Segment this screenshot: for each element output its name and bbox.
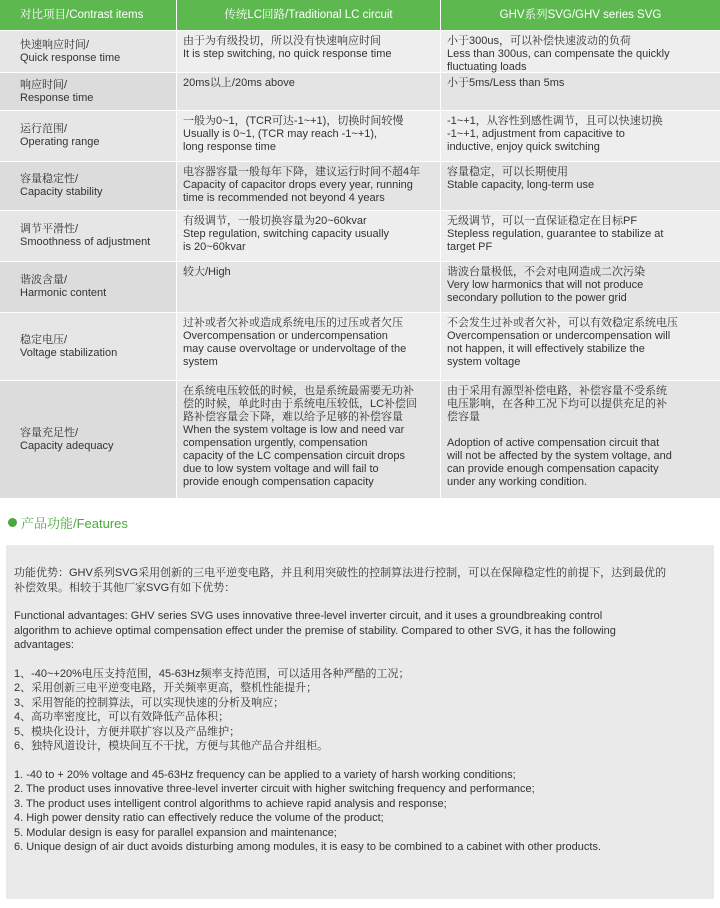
features-text-line: 5、模块化设计，方便并联扩容以及产品维护； [14, 725, 241, 738]
cell-text-line: provide enough compensation capacity [183, 476, 374, 488]
row-svg-cell [440, 262, 720, 312]
features-text-line: 3、采用智能的控制算法，可以实现快速的分析及响应； [14, 696, 285, 709]
cell-text-line: 容量稳定性/ [20, 173, 79, 185]
features-text-line: 4. High power density ratio can effectively reduce the volume of the product; [14, 812, 384, 824]
bullet-dot-icon [8, 518, 17, 527]
cell-text-line: Step regulation, switching capacity usually [183, 228, 390, 240]
table-row [0, 162, 720, 211]
cell-text-line: 较大/High [183, 266, 231, 278]
features-text-line: 补偿效果。相较于其他厂家SVG有如下优势： [14, 581, 236, 594]
cell-text-line: 运行范围/ [20, 123, 68, 135]
header-traditional-lc: 传统LC回路/Traditional LC circuit [176, 0, 440, 30]
cell-text-line: -1~+1, adjustment from capacitive to [447, 128, 625, 140]
features-text-line: 2、采用创新三电平逆变电路，开关频率更高，整机性能提升； [14, 682, 318, 694]
cell-text-line: secondary pollution to the power grid [447, 292, 627, 304]
cell-text-line: system [183, 356, 218, 368]
cell-text-line: is 20~60kvar [183, 241, 246, 253]
cell-text-line: 谐波含量/ [20, 274, 68, 286]
features-intro-en [14, 609, 706, 653]
cell-text-line: Very low harmonics that will not produce [447, 279, 644, 291]
cell-text-line: Operating range [20, 136, 100, 148]
cell-text-line: not happen, it will effectively stabilize the [447, 343, 645, 355]
cell-text-line: 过补或者欠补或造成系统电压的过压或者欠压 [183, 317, 403, 329]
cell-text-line: target PF [447, 241, 493, 253]
cell-text-line: Less than 300us, can compensate the quickly [447, 48, 670, 60]
cell-text-line: Stepless regulation, guarantee to stabilize at [447, 228, 664, 240]
row-svg-cell [440, 313, 720, 380]
cell-text-line: Voltage stabilization [20, 346, 118, 359]
cell-text-line: can provide enough compensation capacity [447, 463, 659, 475]
features-text-line: 功能优势：GHV系列SVG采用创新的三电平逆变电路，并且利用突破性的控制算法进行控制，可以在保障稳定性的前提下，达到最优的 [14, 567, 667, 579]
cell-text-line: Capacity adequacy [20, 439, 114, 452]
cell-text-line: Capacity stability [20, 186, 103, 198]
cell-text-line: 电容器容量一般每年下降，建议运行时间不超4年 [183, 166, 421, 178]
row-svg-cell [440, 211, 720, 261]
features-heading [8, 513, 128, 532]
row-lc-cell [176, 31, 440, 72]
cell-text-line [447, 424, 714, 437]
cell-text-line: 谐波台量极低，不会对电网造成二次污染 [447, 266, 645, 278]
row-lc-cell [176, 211, 440, 261]
cell-text-line: 有级调节，一般切换容量为20~60kvar [183, 215, 367, 227]
cell-text-line: fluctuating loads [447, 61, 527, 73]
table-row [0, 381, 720, 499]
table-row [0, 31, 720, 73]
features-text-line: 3. The product uses intelligent control algorithms to achieve rapid analysis and response; [14, 797, 447, 810]
cell-text-line: It is step switching, no quick response time [183, 48, 392, 60]
features-text-line: algorithm to achieve optimal compensation effect under the premise of stability. Compared to other SVG, it has the following [14, 624, 616, 637]
cell-text-line: Quick response time [20, 51, 121, 64]
cell-text-line: under any working condition. [447, 476, 588, 488]
cell-text-line: 20ms以上/20ms above [183, 77, 295, 89]
row-lc-cell [176, 111, 440, 161]
cell-text-line: 偿容量 [447, 411, 480, 423]
cell-text-line: system voltage [447, 356, 521, 368]
cell-text-line: 一般为0~1，(TCR可达-1~+1)，切换时间较慢 [183, 115, 404, 127]
row-lc-cell [176, 162, 440, 210]
cell-text-line: 路补偿容量会下降，难以给予足够的补偿容量 [183, 411, 403, 423]
row-item-cell [0, 73, 176, 110]
cell-text-line: 在系统电压较低的时候，也是系统最需要无功补 [183, 385, 414, 397]
features-title: 产品功能/Features [21, 516, 128, 531]
cell-text-line: 稳定电压/ [20, 333, 68, 346]
features-intro-cn [14, 566, 706, 595]
cell-text-line: 偿的时候，单此时由于系统电压较低，LC补偿回 [183, 398, 418, 410]
cell-text-line: long response time [183, 141, 276, 153]
row-item-cell [0, 31, 176, 72]
table-header-row [0, 0, 720, 31]
row-item-cell [0, 381, 176, 498]
cell-text-line: 无级调节，可以一直保证稳定在目标PF [447, 215, 638, 227]
cell-text-line: 响应时间/ [20, 78, 68, 91]
cell-text-line: Adoption of active compensation circuit that [447, 437, 660, 449]
features-text-line: 5. Modular design is easy for parallel expansion and maintenance; [14, 826, 337, 839]
cell-text-line: Overcompensation or undercompensation will [447, 330, 671, 342]
cell-text-line: 不会发生过补或者欠补，可以有效稳定系统电压 [447, 317, 678, 329]
row-lc-cell [176, 262, 440, 312]
cell-text-line: 由于为有级投切，所以没有快速响应时间 [183, 35, 381, 47]
row-lc-cell [176, 73, 440, 110]
header-ghv-svg: GHV系列SVG/GHV series SVG [440, 0, 720, 30]
row-svg-cell [440, 111, 720, 161]
features-panel [6, 545, 714, 899]
features-text-line: 4、高功率密度比，可以有效降低产品体积； [14, 711, 230, 723]
cell-text-line: 由于采用有源型补偿电路，补偿容量不受系统 [447, 385, 667, 397]
cell-text-line: 容量稳定，可以长期使用 [447, 166, 568, 178]
cell-text-line: 小于5ms/Less than 5ms [447, 77, 565, 89]
row-lc-cell [176, 313, 440, 380]
cell-text-line: time is recommended not beyond 4 years [183, 192, 385, 204]
cell-text-line: compensation urgently, compensation [183, 437, 368, 449]
row-svg-cell [440, 162, 720, 210]
features-list-en [14, 768, 706, 855]
row-svg-cell [440, 31, 720, 72]
cell-text-line: Response time [20, 91, 94, 104]
row-item-cell [0, 111, 176, 161]
row-item-cell [0, 313, 176, 380]
cell-text-line: 快速响应时间/ [20, 38, 90, 51]
row-svg-cell [440, 73, 720, 110]
cell-text-line: Usually is 0~1, (TCR may reach -1~+1), [183, 128, 378, 140]
features-text-line: 1. -40 to + 20% voltage and 45-63Hz frequency can be applied to a variety of harsh working conditions; [14, 768, 516, 781]
row-svg-cell [440, 381, 720, 498]
features-list-cn [14, 667, 706, 754]
table-row [0, 313, 720, 381]
features-text-line: 1、-40~+20%电压支持范围，45-63Hz频率支持范围，可以适用各种严酷的工况； [14, 667, 410, 680]
table-row [0, 73, 720, 111]
cell-text-line: Stable capacity, long-term use [447, 179, 595, 191]
features-text-line: 6. Unique design of air duct avoids disturbing among modules, it is easy to be combined to a cabinet with other products. [14, 841, 602, 853]
cell-text-line: 小于300us，可以补偿快速波动的负荷 [447, 35, 631, 47]
row-item-cell [0, 211, 176, 261]
features-text-line: Functional advantages: GHV series SVG uses innovative three-level inverter circuit, and it uses a groundbreaking control [14, 610, 603, 622]
row-item-cell [0, 162, 176, 210]
cell-text-line: 电压影响，在各种工况下均可以提供充足的补 [447, 398, 667, 410]
row-item-cell [0, 262, 176, 312]
features-text-line: 2. The product uses innovative three-level inverter circuit with higher switching frequency and performance; [14, 783, 535, 795]
header-contrast-items: 对比项目/Contrast items [20, 8, 144, 21]
cell-text-line: Capacity of capacitor drops every year, running [183, 179, 413, 191]
cell-text-line: Harmonic content [20, 287, 107, 299]
cell-text-line: 容量充足性/ [20, 426, 79, 439]
cell-text-line: capacity of the LC compensation circuit drops [183, 450, 405, 462]
cell-text-line: will not be affected by the system voltage, and [447, 450, 672, 462]
table-row [0, 211, 720, 262]
cell-text-line: 调节平滑性/ [20, 223, 79, 235]
table-row [0, 111, 720, 162]
table-row [0, 262, 720, 313]
features-text-line: advantages: [14, 639, 74, 651]
cell-text-line: Overcompensation or undercompensation [183, 330, 388, 342]
cell-text-line: inductive, enjoy quick switching [447, 141, 600, 153]
row-lc-cell [176, 381, 440, 498]
features-text-line: 6、独特风道设计，模块间互不干扰，方便与其他产品合并组柜。 [14, 740, 329, 752]
cell-text-line: Smoothness of adjustment [20, 236, 151, 248]
cell-text-line: due to low system voltage and will fail to [183, 463, 379, 475]
cell-text-line: may cause overvoltage or undervoltage of the [183, 343, 407, 355]
cell-text-line: -1~+1，从容性到感性调节，且可以快速切换 [447, 115, 663, 127]
cell-text-line: When the system voltage is low and need var [183, 424, 405, 436]
